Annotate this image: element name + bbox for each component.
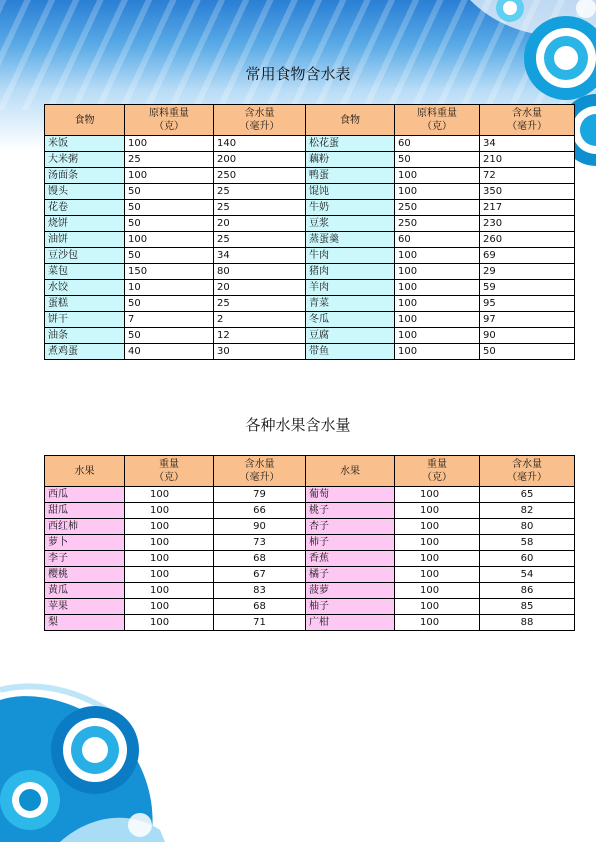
column-header: 重量 （克） (125, 456, 214, 487)
table-row (45, 264, 575, 280)
table-row (45, 487, 575, 503)
item-name-cell: 西瓜 (45, 487, 125, 503)
water-cell: 260 (480, 232, 575, 248)
water-cell: 85 (480, 599, 575, 615)
weight-cell: 100 (395, 344, 480, 360)
table-row (45, 583, 575, 599)
item-name-cell: 花卷 (45, 200, 125, 216)
water-cell: 80 (214, 264, 306, 280)
weight-cell: 10 (125, 280, 214, 296)
water-cell: 73 (214, 535, 306, 551)
item-name-cell: 带鱼 (306, 344, 395, 360)
water-cell: 65 (480, 487, 575, 503)
item-name-cell: 李子 (45, 551, 125, 567)
weight-cell: 100 (395, 551, 480, 567)
weight-cell: 100 (125, 487, 214, 503)
water-cell: 97 (480, 312, 575, 328)
food-water-table (44, 104, 575, 360)
weight-cell: 100 (395, 248, 480, 264)
weight-cell: 250 (395, 200, 480, 216)
item-name-cell: 豆腐 (306, 328, 395, 344)
water-cell: 68 (214, 599, 306, 615)
item-name-cell: 饼干 (45, 312, 125, 328)
water-cell: 20 (214, 280, 306, 296)
item-name-cell: 水饺 (45, 280, 125, 296)
weight-cell: 100 (395, 296, 480, 312)
water-cell: 82 (480, 503, 575, 519)
item-name-cell: 桃子 (306, 503, 395, 519)
water-cell: 66 (214, 503, 306, 519)
item-name-cell: 豆浆 (306, 216, 395, 232)
weight-cell: 100 (125, 615, 214, 631)
table-row (45, 136, 575, 152)
water-cell: 54 (480, 567, 575, 583)
weight-cell: 50 (125, 200, 214, 216)
water-cell: 25 (214, 200, 306, 216)
food-table-title: 常用食物含水表 (245, 65, 351, 83)
item-name-cell: 冬瓜 (306, 312, 395, 328)
water-cell: 29 (480, 264, 575, 280)
item-name-cell: 梨 (45, 615, 125, 631)
weight-cell: 50 (125, 328, 214, 344)
water-cell: 140 (214, 136, 306, 152)
water-cell: 58 (480, 535, 575, 551)
water-cell: 210 (480, 152, 575, 168)
item-name-cell: 菠萝 (306, 583, 395, 599)
column-header: 水果 (306, 456, 395, 487)
weight-cell: 100 (395, 264, 480, 280)
weight-cell: 100 (395, 487, 480, 503)
weight-cell: 100 (395, 184, 480, 200)
water-cell: 20 (214, 216, 306, 232)
table-row (45, 519, 575, 535)
water-cell: 90 (214, 519, 306, 535)
water-cell: 34 (214, 248, 306, 264)
item-name-cell: 藕粉 (306, 152, 395, 168)
water-cell: 25 (214, 184, 306, 200)
weight-cell: 100 (125, 567, 214, 583)
table-row (45, 168, 575, 184)
table-row (45, 599, 575, 615)
table-row (45, 312, 575, 328)
item-name-cell: 柿子 (306, 535, 395, 551)
water-cell: 90 (480, 328, 575, 344)
water-cell: 350 (480, 184, 575, 200)
weight-cell: 100 (395, 519, 480, 535)
item-name-cell: 鸭蛋 (306, 168, 395, 184)
water-cell: 250 (214, 168, 306, 184)
item-name-cell: 苹果 (45, 599, 125, 615)
table-row (45, 296, 575, 312)
column-header: 含水量 （毫升） (480, 105, 575, 136)
weight-cell: 100 (125, 599, 214, 615)
water-cell: 230 (480, 216, 575, 232)
item-name-cell: 油条 (45, 328, 125, 344)
weight-cell: 25 (125, 152, 214, 168)
weight-cell: 100 (125, 583, 214, 599)
column-header: 原料重量 （克） (125, 105, 214, 136)
weight-cell: 60 (395, 136, 480, 152)
table-row (45, 216, 575, 232)
water-cell: 67 (214, 567, 306, 583)
water-cell: 217 (480, 200, 575, 216)
water-cell: 79 (214, 487, 306, 503)
weight-cell: 100 (125, 519, 214, 535)
item-name-cell: 甜瓜 (45, 503, 125, 519)
weight-cell: 50 (125, 184, 214, 200)
item-name-cell: 牛肉 (306, 248, 395, 264)
column-header: 含水量 （毫升） (480, 456, 575, 487)
water-cell: 72 (480, 168, 575, 184)
item-name-cell: 汤面条 (45, 168, 125, 184)
weight-cell: 100 (125, 136, 214, 152)
table-header-row (45, 456, 575, 487)
table-row (45, 503, 575, 519)
item-name-cell: 馄饨 (306, 184, 395, 200)
column-header: 食物 (45, 105, 125, 136)
column-header: 水果 (45, 456, 125, 487)
item-name-cell: 黄瓜 (45, 583, 125, 599)
item-name-cell: 西红柿 (45, 519, 125, 535)
item-name-cell: 馒头 (45, 184, 125, 200)
weight-cell: 50 (125, 216, 214, 232)
item-name-cell: 松花蛋 (306, 136, 395, 152)
water-cell: 69 (480, 248, 575, 264)
weight-cell: 100 (125, 551, 214, 567)
item-name-cell: 蒸蛋羹 (306, 232, 395, 248)
item-name-cell: 杏子 (306, 519, 395, 535)
water-cell: 25 (214, 232, 306, 248)
table-row (45, 344, 575, 360)
weight-cell: 100 (395, 615, 480, 631)
weight-cell: 100 (125, 232, 214, 248)
water-cell: 83 (214, 583, 306, 599)
item-name-cell: 大米粥 (45, 152, 125, 168)
weight-cell: 100 (395, 280, 480, 296)
weight-cell: 150 (125, 264, 214, 280)
item-name-cell: 牛奶 (306, 200, 395, 216)
weight-cell: 100 (395, 583, 480, 599)
column-header: 重量 （克） (395, 456, 480, 487)
table-header-row (45, 105, 575, 136)
table-body (45, 136, 575, 360)
item-name-cell: 蛋糕 (45, 296, 125, 312)
weight-cell: 100 (395, 328, 480, 344)
table-row (45, 152, 575, 168)
water-cell: 200 (214, 152, 306, 168)
weight-cell: 60 (395, 232, 480, 248)
item-name-cell: 橘子 (306, 567, 395, 583)
water-cell: 25 (214, 296, 306, 312)
item-name-cell: 羊肉 (306, 280, 395, 296)
item-name-cell: 葡萄 (306, 487, 395, 503)
item-name-cell: 广柑 (306, 615, 395, 631)
item-name-cell: 菜包 (45, 264, 125, 280)
water-cell: 12 (214, 328, 306, 344)
item-name-cell: 豆沙包 (45, 248, 125, 264)
water-cell: 34 (480, 136, 575, 152)
item-name-cell: 香蕉 (306, 551, 395, 567)
water-cell: 50 (480, 344, 575, 360)
water-cell: 60 (480, 551, 575, 567)
water-cell: 2 (214, 312, 306, 328)
weight-cell: 100 (395, 535, 480, 551)
column-header: 含水量 （毫升） (214, 105, 306, 136)
weight-cell: 250 (395, 216, 480, 232)
item-name-cell: 青菜 (306, 296, 395, 312)
weight-cell: 100 (125, 503, 214, 519)
weight-cell: 40 (125, 344, 214, 360)
table-row (45, 567, 575, 583)
weight-cell: 100 (395, 312, 480, 328)
water-cell: 86 (480, 583, 575, 599)
table-row (45, 232, 575, 248)
table-row (45, 184, 575, 200)
item-name-cell: 柚子 (306, 599, 395, 615)
weight-cell: 50 (395, 152, 480, 168)
item-name-cell: 油饼 (45, 232, 125, 248)
item-name-cell: 煮鸡蛋 (45, 344, 125, 360)
water-cell: 30 (214, 344, 306, 360)
item-name-cell: 猪肉 (306, 264, 395, 280)
column-header: 食物 (306, 105, 395, 136)
item-name-cell: 烧饼 (45, 216, 125, 232)
weight-cell: 100 (125, 168, 214, 184)
weight-cell: 7 (125, 312, 214, 328)
weight-cell: 100 (395, 168, 480, 184)
water-cell: 80 (480, 519, 575, 535)
table-row (45, 551, 575, 567)
column-header: 原料重量 （克） (395, 105, 480, 136)
weight-cell: 50 (125, 248, 214, 264)
item-name-cell: 萝卜 (45, 535, 125, 551)
water-cell: 68 (214, 551, 306, 567)
table-row (45, 248, 575, 264)
bottom-left-swirl (0, 686, 165, 842)
table-row (45, 280, 575, 296)
table-body (45, 487, 575, 631)
weight-cell: 50 (125, 296, 214, 312)
table-row (45, 200, 575, 216)
item-name-cell: 樱桃 (45, 567, 125, 583)
water-cell: 71 (214, 615, 306, 631)
water-cell: 95 (480, 296, 575, 312)
column-header: 含水量 （毫升） (214, 456, 306, 487)
weight-cell: 100 (395, 567, 480, 583)
weight-cell: 100 (395, 503, 480, 519)
fruit-table-title: 各种水果含水量 (245, 416, 351, 434)
table-row (45, 615, 575, 631)
water-cell: 88 (480, 615, 575, 631)
fruit-water-table (44, 455, 575, 631)
weight-cell: 100 (125, 535, 214, 551)
water-cell: 59 (480, 280, 575, 296)
item-name-cell: 米饭 (45, 136, 125, 152)
table-row (45, 535, 575, 551)
table-row (45, 328, 575, 344)
weight-cell: 100 (395, 599, 480, 615)
